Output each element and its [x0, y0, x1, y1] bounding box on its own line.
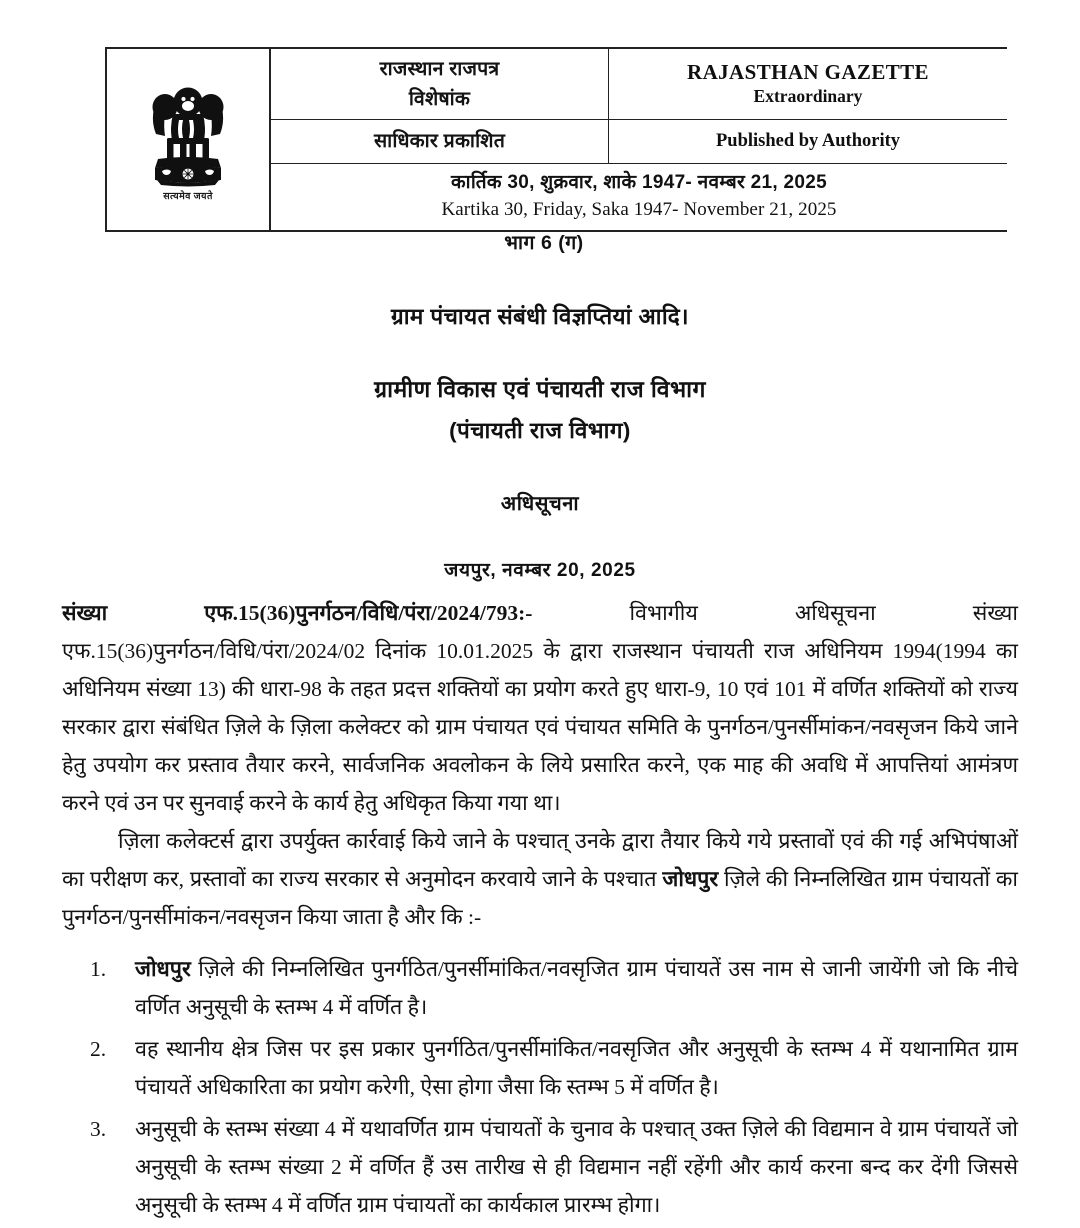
- masthead-upper-section: [107, 49, 1007, 230]
- masthead-table: [105, 47, 1007, 232]
- list-item: [62, 950, 1018, 1026]
- numbered-clause-list: [62, 950, 1018, 1224]
- english-title-cell: [609, 49, 1007, 119]
- departmental-word-2: अधिसूचना: [794, 601, 876, 625]
- number-label: संख्या: [62, 601, 108, 625]
- list-item-body: ज़िले की निम्नलिखित पुनर्गठित/पुनर्सीमांकित/नवसृजित ग्राम पंचायतें उस नाम से जानी जायेंगी जो कि नीचे वर्णित अनुसूची के स्तम्भ 4 में वर्णित है।: [135, 957, 1018, 1019]
- list-item-text: [135, 950, 1018, 1026]
- english-authority-text: Published by Authority: [715, 131, 901, 152]
- departmental-word-1: विभागीय: [629, 601, 698, 625]
- hindi-title-cell: [271, 49, 609, 119]
- english-gazette-subtitle: Extraordinary: [753, 86, 863, 107]
- masthead-right-section: [271, 49, 1007, 230]
- district-name-inline: जोधपुर: [135, 957, 191, 981]
- list-item-text: [135, 1030, 1018, 1106]
- list-item-marker: 2.: [90, 1037, 107, 1061]
- hindi-authority-cell: [271, 120, 609, 163]
- paragraph-2-text-before: ज़िला कलेक्टर्स द्वारा उपर्युक्त कार्रवाई किये जाने के पश्चात् उनके द्वारा तैयार किये गये प्रस्तावों एवं की गई अभिपंषाओं का परीक्षण कर, प्रस्तावों का राज्य सरकार से अनुमोदन करवाये जाने के पश्चात: [62, 829, 1018, 891]
- list-item-body: वह स्थानीय क्षेत्र जिस पर इस प्रकार पुनर्गठित/पुनर्सीमांकित/नवसृजित और अनुसूची के स्तम्भ 4 में यथानामित ग्राम पंचायतें अधिकारिता का प्रयोग करेगी, ऐसा होगा जैसा कि स्तम्भ 5 में वर्णित है।: [135, 1037, 1018, 1099]
- publication-date-english: Kartika 30, Friday, Saka 1947- November 21, 2025: [441, 198, 837, 220]
- body-paragraph-2: [62, 822, 1018, 936]
- masthead-row-authority: [271, 119, 1007, 163]
- notification-number-line: [62, 594, 1018, 632]
- emblem-cell: [107, 49, 271, 230]
- english-authority-cell: [609, 120, 1007, 163]
- masthead-row-title: [271, 49, 1007, 119]
- department-name: ग्रामीण विकास एवं पंचायती राज विभाग: [374, 376, 706, 402]
- gazette-subject-title: ग्राम पंचायत संबंधी विज्ञप्तियां आदि।: [391, 304, 689, 329]
- notification-heading: अधिसूचना: [500, 493, 580, 515]
- title-block: [0, 228, 1080, 582]
- district-name-inline: जोधपुर: [662, 867, 719, 891]
- publication-date-hindi: कार्तिक 30, शुक्रवार, शाके 1947- नवम्बर 21, 2025: [451, 172, 827, 193]
- hindi-gazette-title-line1: राजस्थान राजपत्र: [379, 57, 500, 80]
- list-item: [62, 1110, 1018, 1224]
- place-and-date: जयपुर, नवम्बर 20, 2025: [444, 560, 636, 581]
- notification-body: [62, 594, 1018, 1228]
- notification-file-number: एफ.15(36)पुनर्गठन/विधि/पंरा/2024/793:-: [204, 601, 533, 625]
- hindi-gazette-title-line2: विशेषांक: [408, 88, 471, 110]
- list-item-marker: 1.: [90, 957, 107, 981]
- list-item-text: [135, 1110, 1018, 1224]
- departmental-word-3: संख्या: [972, 601, 1018, 625]
- department-subname: (पंचायती राज विभाग): [449, 418, 631, 443]
- list-item-marker: 3.: [90, 1117, 107, 1141]
- body-paragraph-1: एफ.15(36)पुनर्गठन/विधि/पंरा/2024/02 दिनांक 10.01.2025 के द्वारा राजस्थान पंचायती राज अधिनियम 1994(1994 का अधिनियम संख्या 13) की धारा-98 के तहत प्रदत्त शक्तियों का प्रयोग करते हुए धारा-9, 10 एवं 101 में वर्णित शक्तियों को राज्य सरकार द्वारा संबंधित ज़िले के ज़िला कलेक्टर को ग्राम पंचायत एवं पंचायत समिति के पुनर्गठन/पुनर्सीमांकन/नवसृजन किये जाने हेतु उपयोग कर प्रस्ताव तैयार करने, सार्वजनिक अवलोकन के लिये प्रसारित करने, एक माह की अवधि में आपत्तियां आमंत्रण करने एवं उन पर सुनवाई करने के कार्य हेतु अधिकृत किया गया था।: [62, 639, 1018, 815]
- hindi-authority-text: साधिकार प्रकाशित: [373, 130, 506, 153]
- ashoka-lion-capital-emblem-icon: [142, 80, 234, 202]
- gazette-part-label: भाग 6 (ग): [504, 232, 584, 254]
- paragraph-2-text-after: ज़िले की निम्नलिखित ग्राम पंचायतों का पुनर्गठन/पुनर्सीमांकन/नवसृजन किया जाता है और कि :-: [62, 867, 1018, 929]
- list-item: [62, 1030, 1018, 1106]
- emblem-motto: सत्यमेव जयते: [163, 191, 213, 202]
- masthead-date-band: [271, 163, 1007, 230]
- list-item-body: अनुसूची के स्तम्भ संख्या 4 में यथावर्णित ग्राम पंचायतों के चुनाव के पश्चात् उक्त ज़िले की विद्यमान वे ग्राम पंचायतें जो अनुसूची के स्तम्भ संख्या 2 में वर्णित हैं उस तारीख से ही विद्यमान नहीं रहेंगी और कार्य करना बन्द कर देंगी जिससे अनुसूची के स्तम्भ 4 में वर्णित ग्राम पंचायतों का कार्यकाल प्रारम्भ होगा।: [135, 1117, 1018, 1217]
- english-gazette-title: RAJASTHAN GAZETTE: [687, 60, 929, 85]
